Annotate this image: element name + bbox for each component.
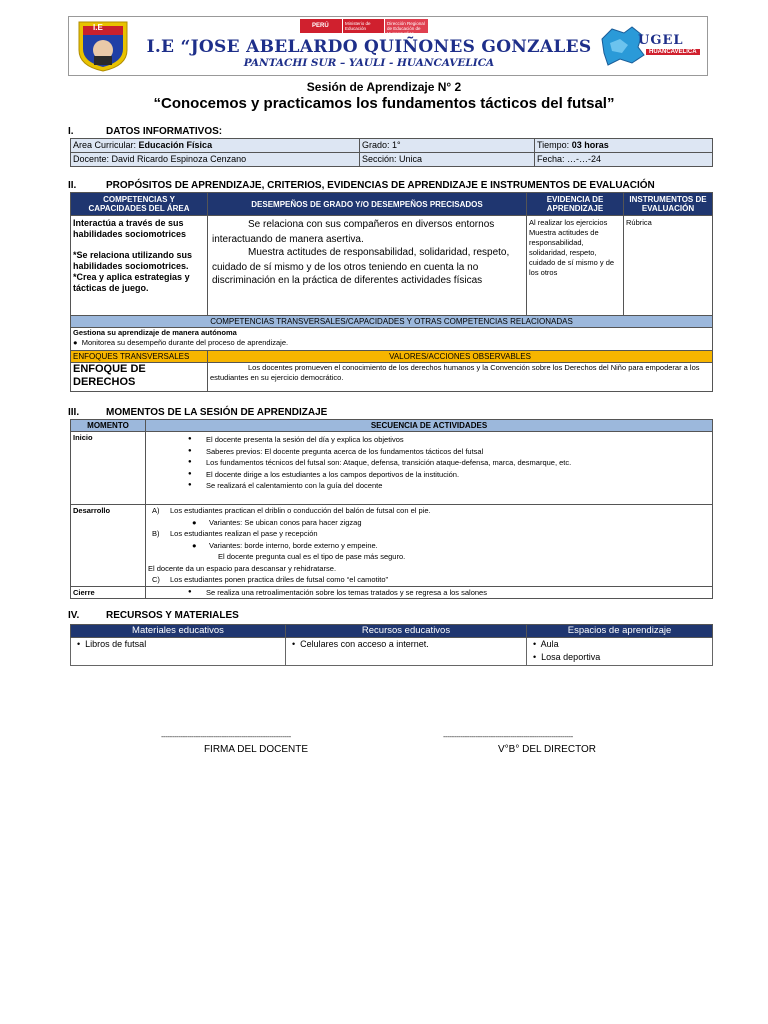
desempeno-2: Muestra actitudes de responsabilidad, solidaridad, respeto, cuidado de sí mismo y de los otros teniendo en cuenta la no discriminación en la práctica de diferentes actividades físicas [212,247,510,286]
espacios-item: • Aula [533,639,559,649]
espacios-cell [527,638,713,666]
competencia-cell [71,216,208,316]
cierre-label: Cierre [71,586,146,599]
desarrollo-b: B) Los estudiantes realizan el pase y recepción [152,529,318,538]
valores-label: VALORES/ACCIONES OBSERVABLES [208,351,713,363]
desarrollo-b-pregunta: El docente pregunta cual es el tipo de pase más seguro. [218,552,406,561]
espacios-item: • Losa deportiva [533,651,601,662]
inicio-item: ● El docente presenta la sesión del día y explica los objetivos [188,434,710,446]
section-3-heading: III. MOMENTOS DE LA SESIÓN DE APRENDIZAJE [68,407,328,418]
enfoque-cell: ENFOQUE DE DERECHOS [71,363,208,392]
valor-text: Los docentes promueven el conocimiento de los derechos humanos y la Convención sobre los Derechos del Niño para empoderar a los estudiantes en su ejercicio democrático. [210,363,700,382]
fecha-cell: Fecha: …-…-24 [535,153,713,167]
regional-label: Dirección Regional de Educación de Huancavelica [384,19,428,33]
desempenos-cell [208,216,527,316]
ugel-label: UGEL [638,33,684,48]
inicio-item: ● El docente dirige a los estudiantes a los campos deportivos de la institución. [188,469,710,481]
session-theme: “Conocemos y practicamos los fundamentos tácticos del futsal” [153,95,615,112]
section-4-heading: IV. RECURSOS Y MATERIALES [68,610,239,621]
recursos-cell [286,638,527,666]
school-location: PANTACHI SUR – YAULI - HUANCAVELICA [243,57,495,69]
section-2-heading: II. PROPÓSITOS DE APRENDIZAJE, CRITERIOS, EVIDENCIAS DE APRENDIZAJE E INSTRUMENTOS DE EVALUACIÓN [68,180,655,191]
signature-line-docente: ------------------------------------------------------------ [161,732,291,741]
header-espacios: Espacios de aprendizaje [527,625,713,638]
evidencia-cell: Al realizar los ejercicios Muestra actitudes de responsabilidad, solidaridad, respeto, cuidado de sí mismo y de los otros [527,216,624,316]
recursos-item: • Celulares con acceso a internet. [292,639,429,649]
header-materiales: Materiales educativos [71,625,286,638]
transversal-title: Gestiona su aprendizaje de manera autónoma [73,328,237,337]
enfoques-label: ENFOQUES TRANSVERSALES [71,351,208,363]
propositos-table [70,192,713,392]
inicio-label: Inicio [71,432,146,505]
ministry-label: Ministerio de Educación [342,19,384,33]
signature-line-director: ------------------------------------------------------------ [443,732,573,741]
inicio-item: ● Saberes previos: El docente pregunta acerca de los fundamentos tácticos del futsal [188,446,710,458]
desarrollo-descanso: El docente da un espacio para descansar y rehidratarse. [148,563,337,573]
competencia-text: Interactúa a través de sus habilidades sociomotrices [73,218,187,239]
section-1-heading: I. DATOS INFORMATIVOS: [68,126,223,137]
transversal-cell [71,328,713,351]
instrumento-cell: Rúbrica [624,216,713,316]
header-desempenos: DESEMPEÑOS DE GRADO Y/O DESEMPEÑOS PRECISADOS [208,193,527,216]
capacidad-1: *Se relaciona utilizando sus habilidades sociomotrices. [73,250,193,271]
school-name: I.E “JOSE ABELARDO QUIÑONES GONZALES [146,37,592,57]
tiempo-cell: Tiempo: 03 horas [535,139,713,153]
valor-cell [208,363,713,392]
transversal-item: ● Monitorea su desempeño durante del proceso de aprendizaje. [73,338,289,347]
desempeno-1: Se relaciona con sus compañeros en diversos entornos interactuando de manera asertiva. [212,219,495,245]
transversales-band: COMPETENCIAS TRANSVERSALES/CAPACIDADES Y OTRAS COMPETENCIAS RELACIONADAS [71,316,713,328]
grado-cell: Grado: 1° [360,139,535,153]
session-number: Sesión de Aprendizaje N° 2 [306,80,462,94]
peru-label: PERÚ [300,19,342,33]
seccion-cell: Sección: Unica [360,153,535,167]
header-instrumentos: INSTRUMENTOS DE EVALUACIÓN [624,193,713,216]
ugel-sub-label: HUANCAVELICA [646,49,700,55]
cierre-item: ● Se realiza una retroalimentación sobre los temas tratados y se regresa a los salones [188,587,710,599]
header-banner [68,16,708,76]
momentos-table [70,419,713,599]
inicio-cell [146,432,713,505]
crest-text: I.E [93,23,103,32]
materiales-cell [71,638,286,666]
docente-cell: Docente: David Ricardo Espinoza Cenzano [71,153,360,167]
recursos-table [70,624,713,666]
school-crest-logo [75,20,131,72]
header-secuencia: SECUENCIA DE ACTIVIDADES [146,420,713,432]
inicio-item: ● Los fundamentos técnicos del futsal son: Ataque, defensa, transición ataque-defensa, marca, desmarque, etc. [188,457,710,469]
desarrollo-label: Desarrollo [71,505,146,587]
signature-director-label: V°B° DEL DIRECTOR [497,744,597,755]
header-recursos: Recursos educativos [286,625,527,638]
desarrollo-b-variantes: ● Variantes: borde interno, borde externo y empeine. [192,540,378,550]
capacidad-2: *Crea y aplica estrategias y tácticas de juego. [73,272,190,293]
area-cell: Area Curricular: Educación Física [71,139,360,153]
signature-docente-label: FIRMA DEL DOCENTE [203,744,309,755]
header-momento: MOMENTO [71,420,146,432]
ugel-logo [598,23,702,69]
materiales-item: • Libros de futsal [77,639,147,649]
desarrollo-c: C) Los estudiantes ponen practica driles de futsal como “el camotito” [152,575,389,584]
header-evidencia: EVIDENCIA DE APRENDIZAJE [527,193,624,216]
desarrollo-cell [146,505,713,587]
header-competencias: COMPETENCIAS Y CAPACIDADES DEL ÁREA [71,193,208,216]
cierre-cell [146,586,713,599]
desarrollo-a-variantes: ● Variantes: Se ubican conos para hacer zigzag [192,517,362,527]
inicio-item: ● Se realizará el calentamiento con la guía del docente [188,480,710,492]
datos-table [70,138,713,167]
minedu-logo [300,19,428,36]
desarrollo-a: A) Los estudiantes practican el driblin o conducción del balón de futsal con el pie. [152,506,431,515]
